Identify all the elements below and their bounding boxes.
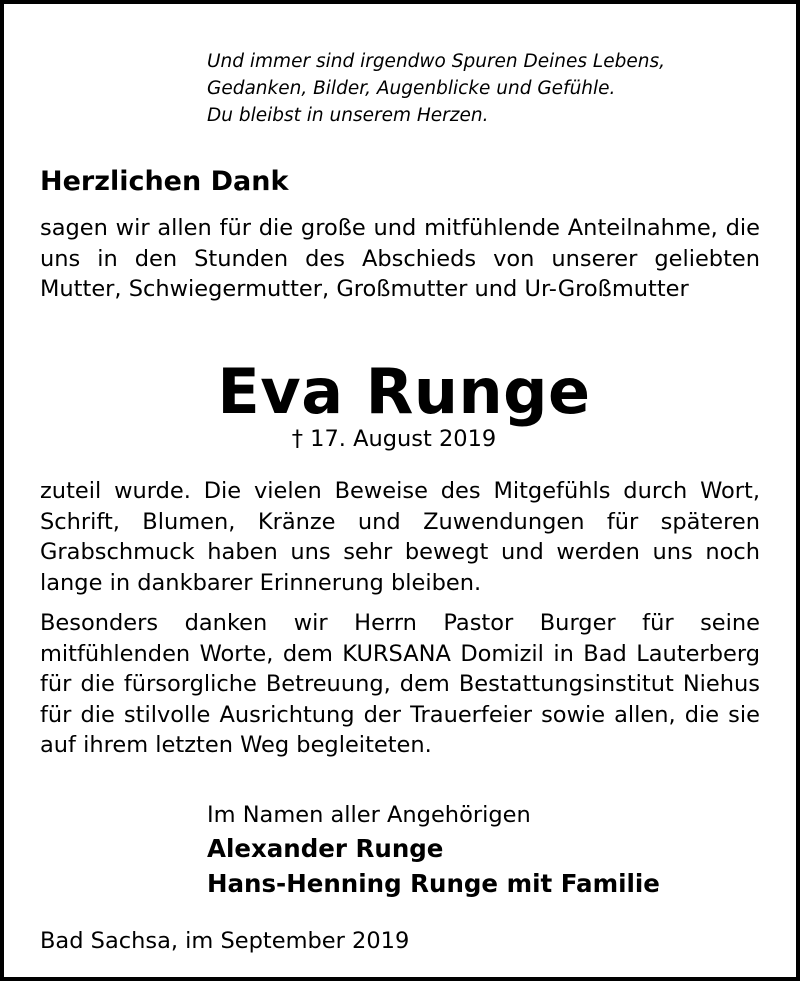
poem-line-3: Du bleibst in unserem Herzen. [207, 105, 489, 126]
signature-name-1: Alexander Runge [207, 834, 444, 863]
signature-label: Im Namen aller Angehörigen [207, 802, 531, 828]
body-paragraph: zuteil wurde. Die vielen Beweise des Mitgefühls durch Wort, Schrift, Blumen, Kränze und Zuwendungen für späteren Grabschmuck haben uns sehr bewegt und werden uns noch lange in dankbarer Erinnerung bleiben. [40, 478, 760, 596]
deceased-name: Eva Runge [217, 355, 591, 428]
poem-line-1: Und immer sind irgendwo Spuren Deines Lebens, [207, 51, 665, 72]
memorial-poem [207, 48, 665, 129]
death-date: † 17. August 2019 [291, 426, 497, 452]
special-thanks-paragraph: Besonders danken wir Herrn Pastor Burger für seine mitfühlenden Worte, dem KURSANA Domizil in Bad Lauterberg für die fürsorgliche Betreuung, dem Bestattungsinstitut Niehus für die stilvolle Ausrichtung der Trauerfeier sowie allen, die sie auf ihrem letzten Weg begleiteten. [40, 610, 760, 758]
thanks-heading: Herzlichen Dank [40, 166, 289, 197]
signature-name-2: Hans-Henning Runge mit Familie [207, 869, 660, 898]
intro-paragraph: sagen wir allen für die große und mitfühlende Anteilnahme, die uns in den Stunden des Abschieds von unserer geliebten Mutter, Schwiegermutter, Großmutter und Ur-Großmutter [40, 215, 760, 302]
place-and-date: Bad Sachsa, im September 2019 [40, 928, 410, 954]
poem-line-2: Gedanken, Bilder, Augenblicke und Gefühle. [207, 78, 616, 99]
